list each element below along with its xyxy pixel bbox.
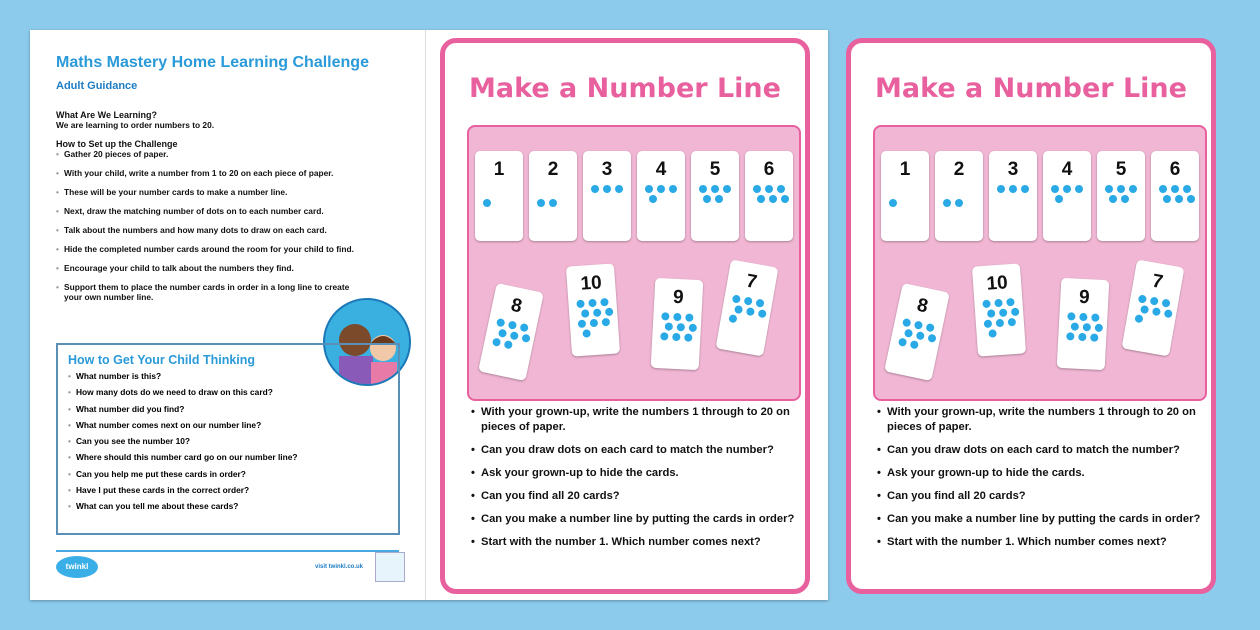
list-item: • What number comes next on our number line? bbox=[68, 420, 388, 430]
dot bbox=[593, 308, 602, 317]
dot bbox=[1071, 322, 1079, 330]
dot bbox=[889, 199, 897, 207]
dots bbox=[1047, 185, 1087, 231]
dots bbox=[484, 317, 533, 370]
card-number: 9 bbox=[672, 286, 685, 309]
number-card bbox=[583, 151, 631, 241]
dot bbox=[1083, 323, 1091, 331]
guide-subtitle: Adult Guidance bbox=[56, 80, 138, 92]
dot bbox=[602, 318, 611, 327]
dot bbox=[549, 199, 557, 207]
dot bbox=[987, 309, 996, 318]
dot bbox=[578, 320, 587, 329]
number-line-card-left bbox=[440, 38, 810, 594]
dots bbox=[749, 185, 789, 231]
dot bbox=[904, 329, 913, 338]
card-number: 8 bbox=[915, 294, 930, 318]
guide-title: Maths Mastery Home Learning Challenge bbox=[56, 54, 369, 71]
list-item: • Gather 20 pieces of paper. bbox=[56, 149, 356, 159]
dot bbox=[498, 329, 507, 338]
dot bbox=[728, 314, 737, 323]
number-card bbox=[972, 263, 1026, 356]
list-item: • With your child, write a number from 1 to 20 on each piece of paper. bbox=[56, 168, 356, 178]
instruction-item: • Can you find all 20 cards? bbox=[877, 489, 1207, 504]
dot bbox=[910, 340, 919, 349]
card-number: 6 bbox=[1169, 159, 1181, 180]
dot bbox=[927, 334, 936, 343]
dot bbox=[1008, 318, 1017, 327]
dot bbox=[1063, 185, 1071, 193]
number-card bbox=[884, 283, 950, 381]
number-card bbox=[989, 151, 1037, 241]
dots bbox=[1127, 294, 1174, 346]
dot bbox=[1006, 298, 1015, 307]
instruction-item: • Ask your grown-up to hide the cards. bbox=[471, 466, 801, 481]
instruction-item: • Ask your grown-up to hide the cards. bbox=[877, 466, 1207, 481]
setup-heading: How to Set up the Challenge bbox=[56, 139, 178, 149]
number-cards-board bbox=[467, 125, 801, 401]
dot bbox=[1121, 195, 1129, 203]
dot bbox=[582, 329, 591, 338]
number-card bbox=[1043, 151, 1091, 241]
dot bbox=[1021, 185, 1029, 193]
dot bbox=[684, 333, 692, 341]
dot bbox=[734, 305, 743, 314]
dot bbox=[699, 185, 707, 193]
dot bbox=[537, 199, 545, 207]
number-card bbox=[651, 278, 704, 370]
dots bbox=[1101, 185, 1141, 231]
dots bbox=[978, 298, 1021, 347]
dots bbox=[479, 185, 519, 231]
footer-divider bbox=[56, 550, 399, 552]
dot bbox=[765, 185, 773, 193]
card-number: 9 bbox=[1078, 286, 1091, 309]
dots bbox=[993, 185, 1033, 231]
dot bbox=[1079, 313, 1087, 321]
number-card bbox=[745, 151, 793, 241]
card-number: 1 bbox=[899, 159, 911, 180]
twinkl-logo: twinkl bbox=[56, 556, 98, 578]
dot bbox=[769, 195, 777, 203]
dot bbox=[758, 309, 767, 318]
list-item: • Where should this number card go on our number line? bbox=[68, 452, 388, 462]
number-card bbox=[1097, 151, 1145, 241]
dot bbox=[661, 312, 669, 320]
dot bbox=[914, 320, 923, 329]
dot bbox=[588, 299, 597, 308]
instruction-item: • Can you find all 20 cards? bbox=[471, 489, 801, 504]
dot bbox=[902, 318, 911, 327]
dot bbox=[994, 299, 1003, 308]
dot bbox=[1129, 185, 1137, 193]
card-number: 7 bbox=[744, 270, 759, 294]
number-card bbox=[1151, 151, 1199, 241]
instructions-list bbox=[877, 405, 1207, 558]
card-number: 5 bbox=[709, 159, 721, 180]
instruction-item: • With your grown-up, write the numbers 1 through to 20 on pieces of paper. bbox=[877, 405, 1207, 435]
number-card bbox=[637, 151, 685, 241]
dot bbox=[603, 185, 611, 193]
instruction-item: • Start with the number 1. Which number comes next? bbox=[471, 535, 801, 550]
dot bbox=[669, 185, 677, 193]
number-card bbox=[475, 151, 523, 241]
dot bbox=[1161, 299, 1170, 308]
dot bbox=[657, 185, 665, 193]
card-number: 6 bbox=[763, 159, 775, 180]
dots bbox=[572, 298, 615, 347]
instruction-item: • Can you draw dots on each card to match the number? bbox=[471, 443, 801, 458]
dots bbox=[885, 185, 925, 231]
dot bbox=[1164, 309, 1173, 318]
dot bbox=[999, 308, 1008, 317]
instruction-item: • Can you draw dots on each card to match the number? bbox=[877, 443, 1207, 458]
dot bbox=[781, 195, 789, 203]
dot bbox=[982, 300, 991, 309]
number-card bbox=[566, 263, 620, 356]
dot bbox=[689, 324, 697, 332]
card-number: 2 bbox=[547, 159, 559, 180]
dot bbox=[665, 322, 673, 330]
list-item: • How many dots do we need to draw on this card? bbox=[68, 387, 388, 397]
dot bbox=[1109, 195, 1117, 203]
dot bbox=[1140, 305, 1149, 314]
dot bbox=[1150, 296, 1159, 305]
card-number: 4 bbox=[655, 159, 667, 180]
dot bbox=[581, 309, 590, 318]
dot bbox=[1009, 185, 1017, 193]
list-item: • What number did you find? bbox=[68, 404, 388, 414]
list-item: • Talk about the numbers and how many dots to draw on each card. bbox=[56, 225, 356, 235]
dot bbox=[519, 323, 528, 332]
dots bbox=[939, 185, 979, 231]
instruction-item: • Start with the number 1. Which number comes next? bbox=[877, 535, 1207, 550]
list-item: • Next, draw the matching number of dots on to each number card. bbox=[56, 206, 356, 216]
list-item: • What can you tell me about these cards? bbox=[68, 501, 388, 511]
number-card bbox=[935, 151, 983, 241]
dots bbox=[890, 317, 939, 370]
list-item: • Can you see the number 10? bbox=[68, 436, 388, 446]
dot bbox=[711, 185, 719, 193]
card-number: 4 bbox=[1061, 159, 1073, 180]
dot bbox=[757, 195, 765, 203]
instruction-item: • Can you make a number line by putting the cards in order? bbox=[471, 512, 801, 527]
dots bbox=[1155, 185, 1195, 231]
card-number: 5 bbox=[1115, 159, 1127, 180]
dot bbox=[649, 195, 657, 203]
dot bbox=[1159, 185, 1167, 193]
dots bbox=[655, 312, 697, 360]
dot bbox=[715, 195, 723, 203]
list-item: • These will be your number cards to make a number line. bbox=[56, 187, 356, 197]
dot bbox=[916, 331, 925, 340]
dot bbox=[955, 199, 963, 207]
dot bbox=[997, 185, 1005, 193]
dot bbox=[1105, 185, 1113, 193]
dot bbox=[1171, 185, 1179, 193]
number-card bbox=[881, 151, 929, 241]
number-card bbox=[478, 283, 544, 381]
dot bbox=[677, 323, 685, 331]
list-item: • Support them to place the number cards in order in a long line to create your own number line. bbox=[56, 282, 356, 302]
dot bbox=[1075, 185, 1083, 193]
learning-text: We are learning to order numbers to 20. bbox=[56, 120, 215, 130]
dot bbox=[504, 340, 513, 349]
card-number: 3 bbox=[601, 159, 613, 180]
dot bbox=[744, 296, 753, 305]
dot bbox=[591, 185, 599, 193]
dot bbox=[746, 307, 755, 316]
dot bbox=[1067, 312, 1075, 320]
list-item: • Encourage your child to talk about the numbers they find. bbox=[56, 263, 356, 273]
dot bbox=[943, 199, 951, 207]
dots bbox=[1061, 312, 1103, 360]
dot bbox=[1090, 333, 1098, 341]
number-card bbox=[1122, 260, 1185, 357]
dot bbox=[576, 300, 585, 309]
list-item: • Hide the completed number cards around the room for your child to find. bbox=[56, 244, 356, 254]
dot bbox=[673, 313, 681, 321]
dot bbox=[660, 332, 668, 340]
adult-guidance-page bbox=[30, 30, 426, 600]
thinking-box bbox=[56, 343, 400, 535]
dot bbox=[1078, 333, 1086, 341]
learning-heading: What Are We Learning? bbox=[56, 110, 158, 120]
dot bbox=[645, 185, 653, 193]
dot bbox=[492, 337, 501, 346]
dot bbox=[590, 319, 599, 328]
dot bbox=[1175, 195, 1183, 203]
dot bbox=[988, 329, 997, 338]
dot bbox=[672, 333, 680, 341]
dot bbox=[521, 334, 530, 343]
dot bbox=[483, 199, 491, 207]
dot bbox=[1117, 185, 1125, 193]
dot bbox=[984, 320, 993, 329]
number-card bbox=[1057, 278, 1110, 370]
dot bbox=[1051, 185, 1059, 193]
footer-url: visit twinkl.co.uk bbox=[315, 564, 364, 570]
dot bbox=[1095, 324, 1103, 332]
dot bbox=[703, 195, 711, 203]
number-card bbox=[529, 151, 577, 241]
thinking-list bbox=[68, 371, 388, 511]
dots bbox=[533, 185, 573, 231]
setup-list bbox=[56, 149, 356, 302]
list-item: • Have I put these cards in the correct order? bbox=[68, 485, 388, 495]
card-number: 10 bbox=[579, 272, 603, 295]
instructions-list bbox=[471, 405, 801, 558]
guide-body bbox=[56, 110, 356, 311]
dot bbox=[1183, 185, 1191, 193]
dots bbox=[641, 185, 681, 231]
dot bbox=[605, 308, 614, 317]
instruction-item: • With your grown-up, write the numbers 1 through to 20 on pieces of paper. bbox=[471, 405, 801, 435]
dot bbox=[1187, 195, 1195, 203]
list-item: • What number is this? bbox=[68, 371, 388, 381]
dot bbox=[723, 185, 731, 193]
card-number: 3 bbox=[1007, 159, 1019, 180]
card-title: Make a Number Line bbox=[469, 73, 781, 104]
dots bbox=[721, 294, 768, 346]
dots bbox=[695, 185, 735, 231]
dot bbox=[600, 298, 609, 307]
card-number: 7 bbox=[1150, 270, 1165, 294]
dot bbox=[1134, 314, 1143, 323]
dots bbox=[587, 185, 627, 231]
dot bbox=[925, 323, 934, 332]
twinkl-badge-icon bbox=[375, 552, 405, 582]
card-number: 2 bbox=[953, 159, 965, 180]
thinking-heading: How to Get Your Child Thinking bbox=[68, 353, 256, 367]
card-number: 10 bbox=[985, 272, 1009, 295]
dot bbox=[898, 337, 907, 346]
list-item: • Can you help me put these cards in order? bbox=[68, 469, 388, 479]
dot bbox=[777, 185, 785, 193]
dot bbox=[1138, 294, 1147, 303]
dot bbox=[1055, 195, 1063, 203]
dot bbox=[1066, 332, 1074, 340]
dot bbox=[1152, 307, 1161, 316]
dot bbox=[996, 319, 1005, 328]
number-card bbox=[716, 260, 779, 357]
dot bbox=[508, 320, 517, 329]
dot bbox=[753, 185, 761, 193]
dot bbox=[1011, 308, 1020, 317]
dot bbox=[1163, 195, 1171, 203]
dot bbox=[615, 185, 623, 193]
dot bbox=[496, 318, 505, 327]
number-line-card-right bbox=[846, 38, 1216, 594]
instruction-item: • Can you make a number line by putting the cards in order? bbox=[877, 512, 1207, 527]
dot bbox=[685, 313, 693, 321]
number-cards-board bbox=[873, 125, 1207, 401]
card-number: 1 bbox=[493, 159, 505, 180]
card-title: Make a Number Line bbox=[875, 73, 1187, 104]
dot bbox=[732, 294, 741, 303]
number-card bbox=[691, 151, 739, 241]
card-number: 8 bbox=[509, 294, 524, 318]
dot bbox=[510, 331, 519, 340]
dot bbox=[755, 299, 764, 308]
dot bbox=[1091, 313, 1099, 321]
